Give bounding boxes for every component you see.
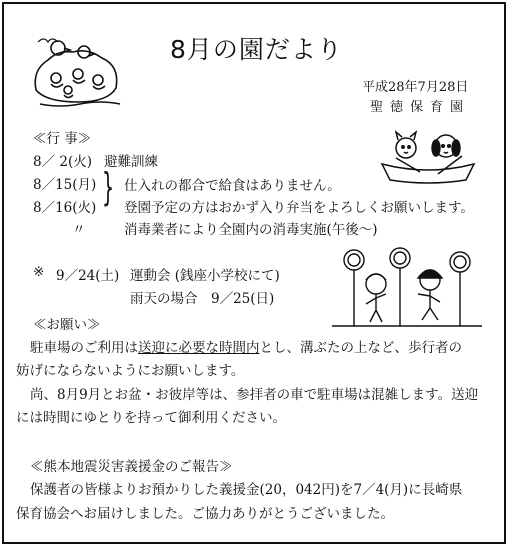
request-text: とし、溝ぶたの上など、歩行者の xyxy=(259,340,462,356)
ducks-illustration xyxy=(28,30,128,108)
sports-rain-date: 雨天の場合 9／25(日) xyxy=(130,291,275,307)
event-text: 登園予定の方はおかず入り弁当をよろしくお願いします。 xyxy=(124,200,474,216)
cat-dog-boat-illustration xyxy=(378,128,478,188)
report-text: 保育協会へお届けしました。ご協力ありがとうございました。 xyxy=(16,506,394,522)
request-text: 駐車場のご利用は xyxy=(30,340,138,356)
report-text: 保護者の皆様よりお預かりした義援金(20，042円)を7／4(月)に長崎県 xyxy=(30,482,463,498)
issue-date: 平成28年7月28日 xyxy=(362,80,469,95)
request-text: には時間にゆとりを持って御利用ください。 xyxy=(16,410,286,426)
request-paragraph-1 xyxy=(30,336,462,356)
event-text: 消毒業者により全園内の消毒実施(午後～) xyxy=(124,222,378,238)
children-sunflowers-illustration xyxy=(332,246,482,328)
request-text: 妨げにならないようにお願いします。 xyxy=(16,363,245,379)
event-text: 避難訓練 xyxy=(104,154,158,170)
page-title: 8月の園だより xyxy=(170,35,343,64)
sports-text: 運動会 (銭座小学校にて) xyxy=(130,268,280,284)
brace-icon: } xyxy=(102,165,115,209)
event-text: 仕入れの都合で給食はありません。 xyxy=(124,178,341,194)
event-date: 〃 xyxy=(72,222,86,238)
note-mark: ※ xyxy=(33,264,45,280)
request-heading: ≪お願い≫ xyxy=(33,317,101,333)
request-underline-text: 送迎に必要な時間内 xyxy=(138,340,260,356)
request-text: 尚、8月9月とお盆・お彼岸等は、参拝者の車で駐車場は混雑します。送迎 xyxy=(30,387,479,403)
event-date: 8／ 2(火) xyxy=(33,154,93,170)
event-date: 8／15(月) xyxy=(33,177,97,193)
events-heading: ≪行 事≫ xyxy=(33,131,92,147)
sports-date: 9／24(土) xyxy=(56,268,120,284)
report-heading: ≪熊本地震災害義援金のご報告≫ xyxy=(30,459,233,475)
school-name: 聖徳保育園 xyxy=(370,100,471,115)
event-date: 8／16(火) xyxy=(33,200,97,216)
